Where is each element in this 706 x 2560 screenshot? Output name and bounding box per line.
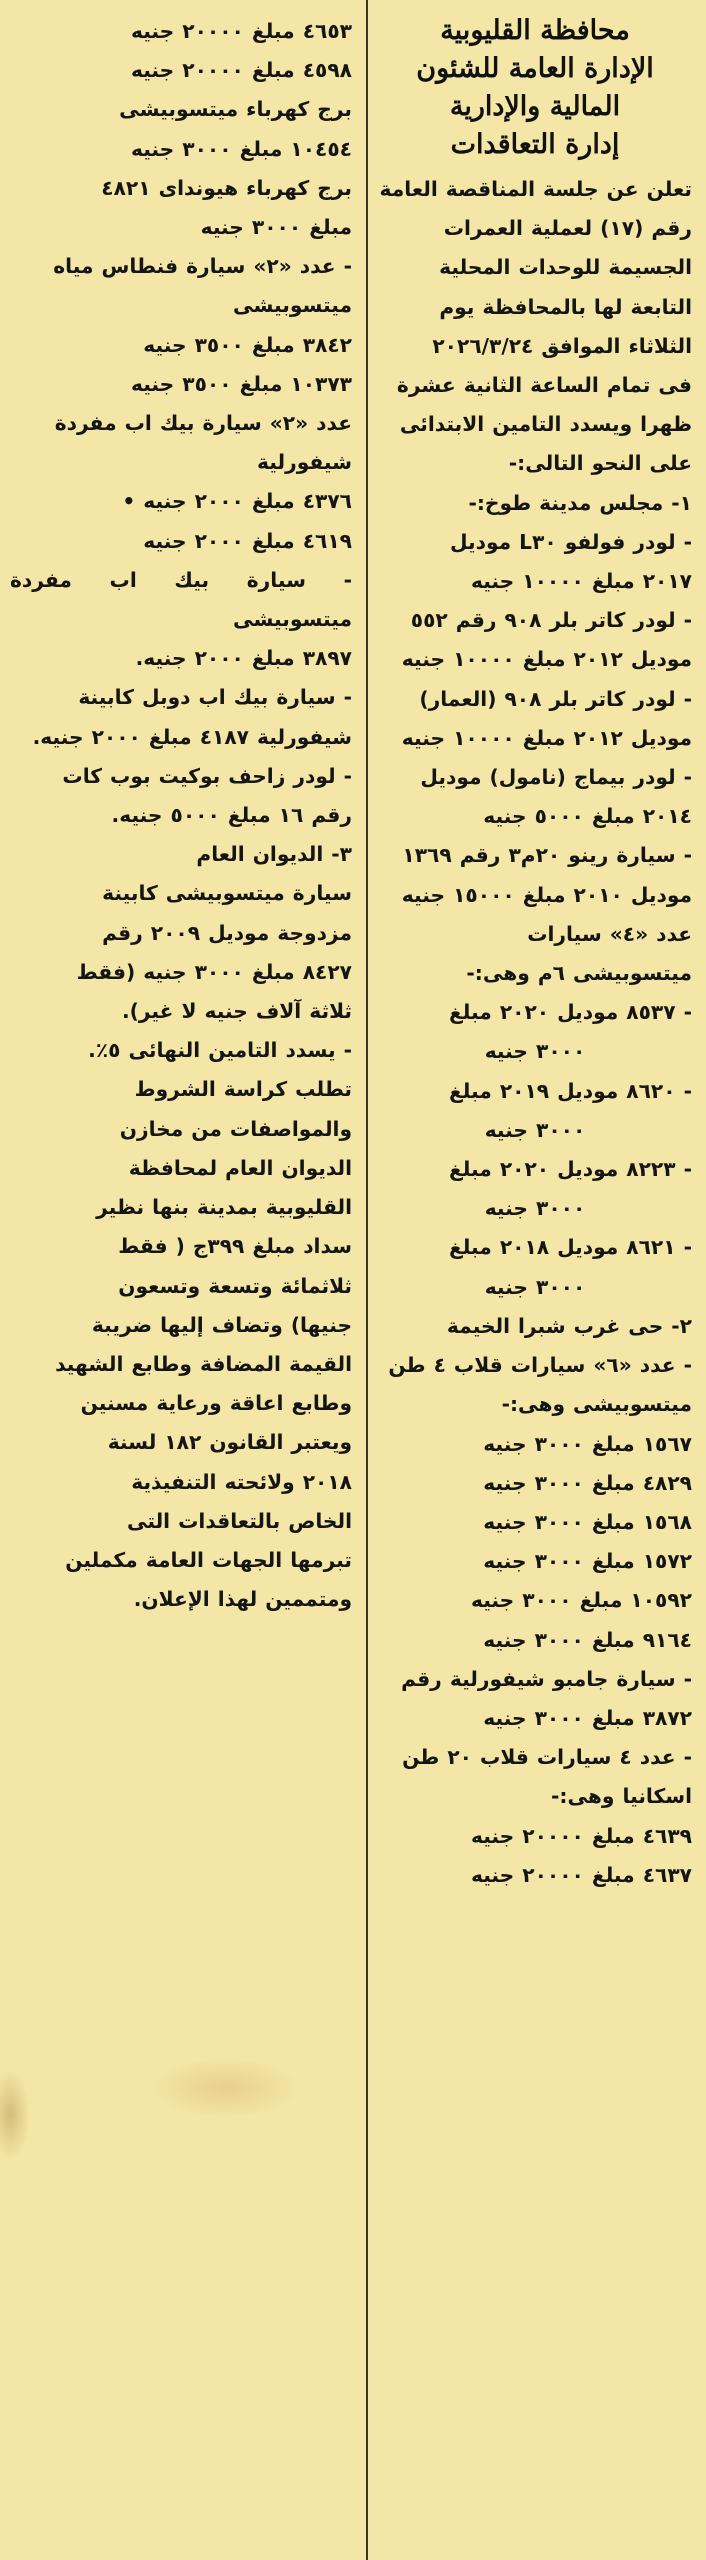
ad-line: - سيارة بيك اب دوبل كابينة bbox=[78, 685, 352, 710]
ad-line: جنيها) وتضاف إليها ضريبة bbox=[91, 1312, 352, 1337]
ad-line: ١٥٦٨ مبلغ ٣٠٠٠ جنيه bbox=[483, 1509, 692, 1534]
ad-line: - عدد «٢» سيارة فنطاس مياه bbox=[53, 254, 352, 279]
ad-line: ثلاثة آلاف جنيه لا غير). bbox=[121, 999, 352, 1024]
edge-stain bbox=[0, 2070, 30, 2160]
ad-line: ٨٤٢٧ مبلغ ٣٠٠٠ جنيه (فقط bbox=[76, 959, 352, 984]
ad-line: - لودر كاتر بلر ٩٠٨ (العمار) bbox=[419, 686, 692, 711]
ad-line: ٢٠١٤ مبلغ ٥٠٠٠ جنيه bbox=[483, 804, 692, 829]
contracts-dept-title: إدارة التعاقدات bbox=[450, 129, 620, 160]
ad-line: والمواصفات من مخازن bbox=[119, 1116, 352, 1141]
ad-line: برج كهرباء هيونداى ٤٨٢١ bbox=[101, 175, 352, 200]
ad-line: ٤٦٥٣ مبلغ ٢٠٠٠٠ جنيه bbox=[130, 19, 352, 43]
ad-line: برج كهرباء ميتسوبيشى bbox=[119, 97, 352, 122]
ad-line: - لودر زاحف بوكيت بوب كات bbox=[62, 763, 352, 788]
ad-line: - ٨٦٢٠ موديل ٢٠١٩ مبلغ bbox=[449, 1078, 692, 1103]
ad-line: عدد «٢» سيارة بيك اب مفردة bbox=[54, 411, 352, 436]
ad-line: الجسيمة للوحدات المحلية bbox=[439, 255, 692, 280]
ad-line: ٤٨٢٩ مبلغ ٣٠٠٠ جنيه bbox=[483, 1470, 692, 1495]
ad-line: ٩١٦٤ مبلغ ٣٠٠٠ جنيه bbox=[483, 1627, 692, 1652]
ad-line: ٤٥٩٨ مبلغ ٢٠٠٠٠ جنيه bbox=[130, 58, 352, 83]
ad-line: ٤٦٣٩ مبلغ ٢٠٠٠٠ جنيه bbox=[470, 1823, 692, 1848]
ad-line: - ٨٥٣٧ موديل ٢٠٢٠ مبلغ bbox=[449, 1000, 692, 1025]
ad-line: ١٠٥٩٢ مبلغ ٣٠٠٠ جنيه bbox=[470, 1588, 692, 1613]
ad-line: ويعتبر القانون ١٨٢ لسنة bbox=[107, 1430, 352, 1455]
ad-line: ٣٨٩٧ مبلغ ٢٠٠٠ جنيه. bbox=[135, 646, 352, 671]
right-column-body bbox=[378, 170, 692, 1895]
ad-line: ٣٨٤٢ مبلغ ٣٥٠٠ جنيه bbox=[143, 332, 352, 357]
ad-line: مبلغ ٣٠٠٠ جنيه bbox=[200, 215, 352, 240]
ad-line: - لودر فولفو L٣٠ موديل bbox=[450, 529, 692, 554]
left-column-body bbox=[10, 12, 352, 1619]
ad-line: ثلاثمائة وتسعة وتسعون bbox=[118, 1273, 352, 1298]
ad-line: فى تمام الساعة الثانية عشرة bbox=[396, 373, 692, 398]
ad-line: ٤٣٧٦ مبلغ ٢٠٠٠ جنيه • bbox=[122, 489, 352, 514]
ad-line: - يسدد التامين النهائى ٥٪. bbox=[88, 1038, 352, 1063]
ad-line: ٣٠٠٠ جنيه bbox=[484, 1196, 586, 1221]
ad-line: ميتسوبيشى وهى:- bbox=[501, 1392, 692, 1417]
ad-line: رقم ١٦ مبلغ ٥٠٠٠ جنيه. bbox=[111, 803, 352, 828]
ad-line: ميتسوبيشى ٦م وهى:- bbox=[466, 961, 692, 986]
ad-line: - لودر بيماج (نامول) موديل bbox=[420, 765, 692, 790]
ad-line: موديل ٢٠١٢ مبلغ ١٠٠٠٠ جنيه bbox=[401, 647, 692, 672]
ad-line: - سيارة جامبو شيفورلية رقم bbox=[401, 1666, 692, 1691]
ad-line: القيمة المضافة وطابع الشهيد bbox=[55, 1351, 352, 1376]
ad-line: شيفورلية ٤١٨٧ مبلغ ٢٠٠٠ جنيه. bbox=[32, 724, 352, 749]
ad-line: ميتسوبيشى bbox=[233, 293, 352, 318]
ad-line: ١٥٦٧ مبلغ ٣٠٠٠ جنيه bbox=[483, 1431, 692, 1456]
department-title-2: المالية والإدارية bbox=[449, 91, 621, 122]
ad-line: ظهرا ويسدد التامين الابتدائى bbox=[399, 412, 692, 437]
ad-line: - سيارة بيك اب مفردة ميتسوبيشى bbox=[10, 567, 352, 632]
ad-line: ٣٠٠٠ جنيه bbox=[484, 1039, 586, 1064]
paper-stain bbox=[150, 2058, 300, 2118]
ad-line: عدد «٤» سيارات bbox=[527, 921, 692, 946]
department-title-1: الإدارة العامة للشئون bbox=[416, 53, 654, 84]
ad-line: سداد مبلغ ٣٩٩ج ( فقط bbox=[118, 1234, 352, 1259]
ad-line: وطابع اعاقة ورعاية مسنين bbox=[80, 1391, 352, 1416]
ad-line: ٣٠٠٠ جنيه bbox=[484, 1117, 586, 1142]
ad-line: ١٠٣٧٣ مبلغ ٣٥٠٠ جنيه bbox=[130, 371, 352, 396]
ad-line: - عدد ٤ سيارات قلاب ٢٠ طن bbox=[402, 1745, 692, 1770]
ad-line: موديل ٢٠١٢ مبلغ ١٠٠٠٠ جنيه bbox=[401, 725, 692, 750]
ad-header bbox=[378, 12, 692, 164]
right-column bbox=[366, 0, 706, 2560]
ad-line: ٣٨٧٢ مبلغ ٣٠٠٠ جنيه bbox=[483, 1705, 692, 1730]
ad-line: الثلاثاء الموافق ٢٠٢٦/٣/٢٤ bbox=[432, 333, 692, 358]
ad-line: موديل ٢٠١٠ مبلغ ١٥٠٠٠ جنيه bbox=[401, 882, 692, 907]
ad-line: - عدد «٦» سيارات قلاب ٤ طن bbox=[388, 1353, 692, 1378]
ad-line: ١٠٤٥٤ مبلغ ٣٠٠٠ جنيه bbox=[130, 136, 352, 161]
ad-line: ٢- حى غرب شبرا الخيمة bbox=[446, 1313, 692, 1338]
ad-line: - ٨٦٢١ موديل ٢٠١٨ مبلغ bbox=[449, 1235, 692, 1260]
ad-line: ٣٠٠٠ جنيه bbox=[484, 1274, 586, 1299]
ad-line: الخاص بالتعاقدات التى bbox=[126, 1508, 352, 1533]
ad-line: على النحو التالى:- bbox=[508, 451, 692, 476]
ad-line: ٣- الديوان العام bbox=[196, 842, 352, 867]
ad-line: ٤٦١٩ مبلغ ٢٠٠٠ جنيه bbox=[143, 528, 352, 553]
ad-line: - لودر كاتر بلر ٩٠٨ رقم ٥٥٢ bbox=[410, 608, 692, 633]
ad-line: تطلب كراسة الشروط bbox=[134, 1077, 352, 1102]
ad-line: ١٥٧٢ مبلغ ٣٠٠٠ جنيه bbox=[483, 1549, 692, 1574]
ad-line: التابعة لها بالمحافظة يوم bbox=[439, 294, 692, 319]
ad-line: ٢٠١٨ ولائحته التنفيذية bbox=[131, 1469, 352, 1494]
governorate-title: محافظة القليوبية bbox=[440, 15, 630, 46]
ad-line: تبرمها الجهات العامة مكملين bbox=[65, 1547, 352, 1572]
ad-line: سيارة ميتسوبيشى كابينة bbox=[102, 881, 352, 906]
ad-line: - سيارة رينو ٢٠م٣ رقم ١٣٦٩ bbox=[402, 843, 692, 868]
ad-line: ٤٦٣٧ مبلغ ٢٠٠٠٠ جنيه bbox=[470, 1862, 692, 1887]
ad-line: اسكانيا وهى:- bbox=[551, 1784, 692, 1809]
ad-line: مزدوجة موديل ٢٠٠٩ رقم bbox=[102, 920, 352, 945]
ad-line: - ٨٢٢٣ موديل ٢٠٢٠ مبلغ bbox=[449, 1157, 692, 1182]
ad-line: ٢٠١٧ مبلغ ١٠٠٠٠ جنيه bbox=[470, 569, 692, 594]
ad-line: القليوبية بمدينة بنها نظير bbox=[96, 1195, 352, 1220]
ad-line: الديوان العام لمحافظة bbox=[128, 1155, 352, 1180]
ad-line: رقم (١٧) لعملية العمرات bbox=[443, 216, 692, 241]
ad-line: ومتممين لهذا الإعلان. bbox=[133, 1587, 352, 1612]
ad-line: تعلن عن جلسة المناقصة العامة bbox=[379, 177, 692, 201]
ad-line: ١- مجلس مدينة طوخ:- bbox=[468, 490, 692, 515]
ad-line: شيفورلية bbox=[257, 450, 352, 475]
